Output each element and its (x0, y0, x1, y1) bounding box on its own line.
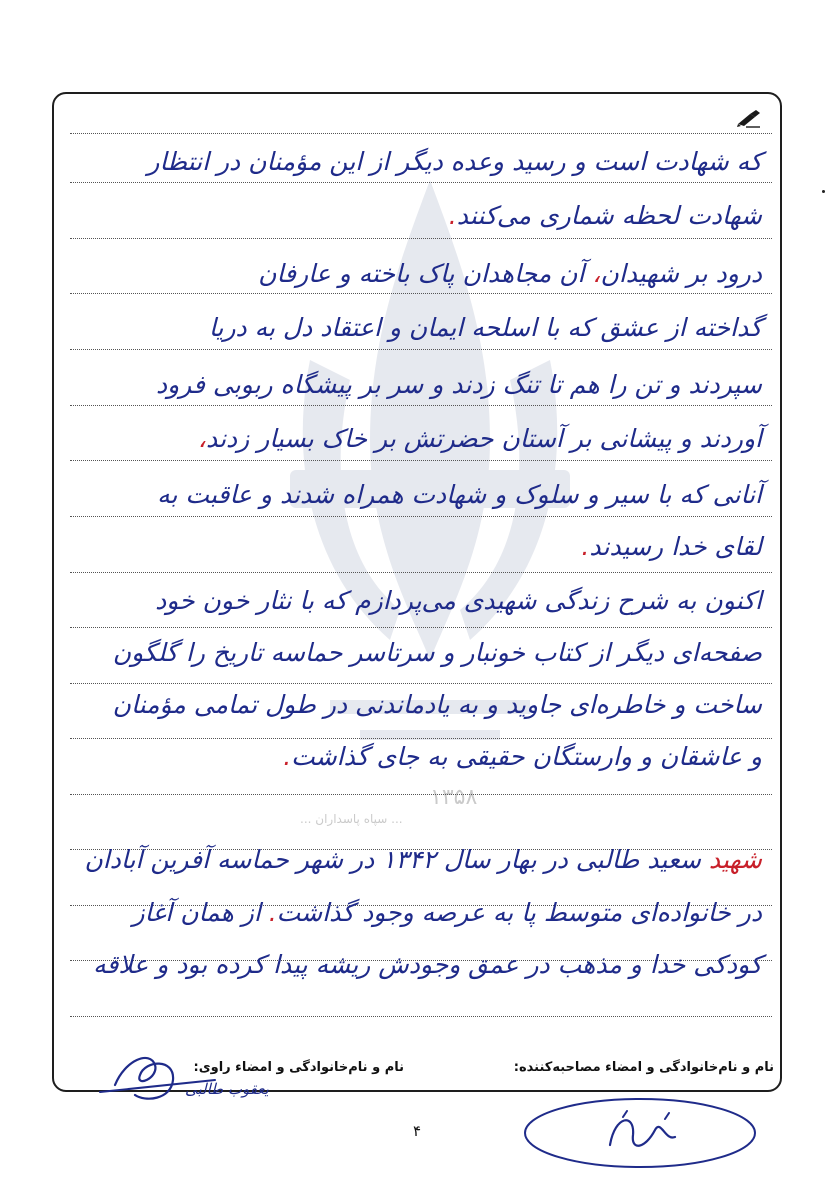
handwritten-line (155, 586, 762, 615)
handwritten-line (156, 370, 762, 399)
handwritten-line (209, 313, 762, 342)
handwritten-line (581, 532, 762, 561)
ruled-line (70, 460, 772, 461)
handwritten-segment: درود بر شهیدان (600, 259, 762, 288)
ruled-line (70, 238, 772, 239)
ruled-line (70, 516, 772, 517)
ruled-line (70, 627, 772, 628)
ruled-line (70, 293, 772, 294)
handwritten-line (449, 201, 762, 230)
red-punctuation: . (581, 532, 590, 561)
ruled-line (70, 794, 772, 795)
handwritten-segment: آن مجاهدان پاک باخته و عارفان (258, 259, 593, 288)
handwritten-line (84, 845, 762, 874)
handwritten-line (93, 950, 762, 979)
watermark-year: ۱۳۵۸ (430, 785, 478, 810)
handwritten-line (157, 480, 762, 509)
ruled-line (70, 349, 772, 350)
handwritten-line (113, 690, 762, 719)
ruled-line (70, 405, 772, 406)
handwritten-line (133, 898, 762, 927)
ruled-line (70, 133, 772, 134)
red-punctuation: ، (197, 424, 206, 453)
red-word-shahid: شهید (708, 845, 762, 874)
handwritten-segment: سپردند و تن را هم تا تنگ زدند و سر بر پیشگاه ربوبی فرود (155, 370, 762, 399)
red-punctuation: ، (592, 259, 601, 288)
handwritten-line (258, 259, 762, 288)
handwritten-line (113, 638, 762, 667)
ink-speck (822, 190, 825, 193)
ruled-line (70, 1016, 772, 1017)
handwritten-segment: آنانی که با سیر و سلوک و شهادت همراه شدند و عاقبت به (157, 480, 762, 509)
handwritten-segment: از همان آغاز (132, 898, 269, 927)
pen-icon (736, 108, 762, 128)
ruled-line (70, 738, 772, 739)
page-number: ۴ (413, 1122, 422, 1140)
narrator-signature (95, 1040, 235, 1110)
interviewer-signature-label: نام و نام‌خانوادگی و امضاء مصاحبه‌کننده: (513, 1060, 774, 1075)
handwritten-segment: گداخته از عشق که با اسلحه ایمان و اعتقاد دل به دریا (208, 313, 762, 342)
handwritten-segment: صفحه‌ای دیگر از کتاب خونبار و سرتاسر حماسه تاریخ را گلگون (112, 638, 762, 667)
ruled-line (70, 683, 772, 684)
handwritten-line (198, 424, 762, 453)
handwritten-segment: که شهادت است و رسید وعده دیگر از این مؤمنان در انتظار (147, 147, 762, 176)
handwritten-segment: اکنون به شرح زندگی شهیدی می‌پردازم که با نثار خون خود (155, 586, 762, 615)
handwritten-segment: در خانواده‌ای متوسط پا به عرصه وجود گذاشت (276, 898, 762, 927)
handwritten-segment: آوردند و پیشانی بر آستان حضرتش بر خاک بسیار زدند (205, 424, 762, 453)
red-punctuation: . (448, 201, 457, 230)
handwritten-segment: ساخت و خاطره‌ای جاوید و به یادماندنی در طول تمامی مؤمنان (112, 690, 762, 719)
handwritten-segment: و عاشقان و وارستگان حقیقی به جای گذاشت (291, 742, 762, 771)
ruled-line (70, 182, 772, 183)
handwritten-segment: شهادت لحظه شماری می‌کنند (456, 201, 762, 230)
watermark-caption: ... سپاه پاسداران ... (300, 812, 403, 826)
handwritten-segment: لقای خدا رسیدند (589, 532, 762, 561)
handwritten-line (147, 147, 762, 176)
handwritten-segment: کودکی خدا و مذهب در عمق وجودش ریشه پیدا کرده بود و علاقه (93, 950, 762, 979)
red-punctuation: . (268, 898, 277, 927)
red-punctuation: . (283, 742, 292, 771)
ruled-line (70, 572, 772, 573)
interviewer-signature (515, 1085, 765, 1175)
narrator-signature-label: نام و نام‌خانوادگی و امضاء راوی: (193, 1060, 404, 1075)
narrator-name: یعقوب طالبی (185, 1080, 269, 1098)
handwritten-line (283, 742, 762, 771)
handwritten-segment: سعید طالبی در بهار سال ۱۳۴۲ در شهر حماسه آفرین آبادان (84, 845, 709, 874)
